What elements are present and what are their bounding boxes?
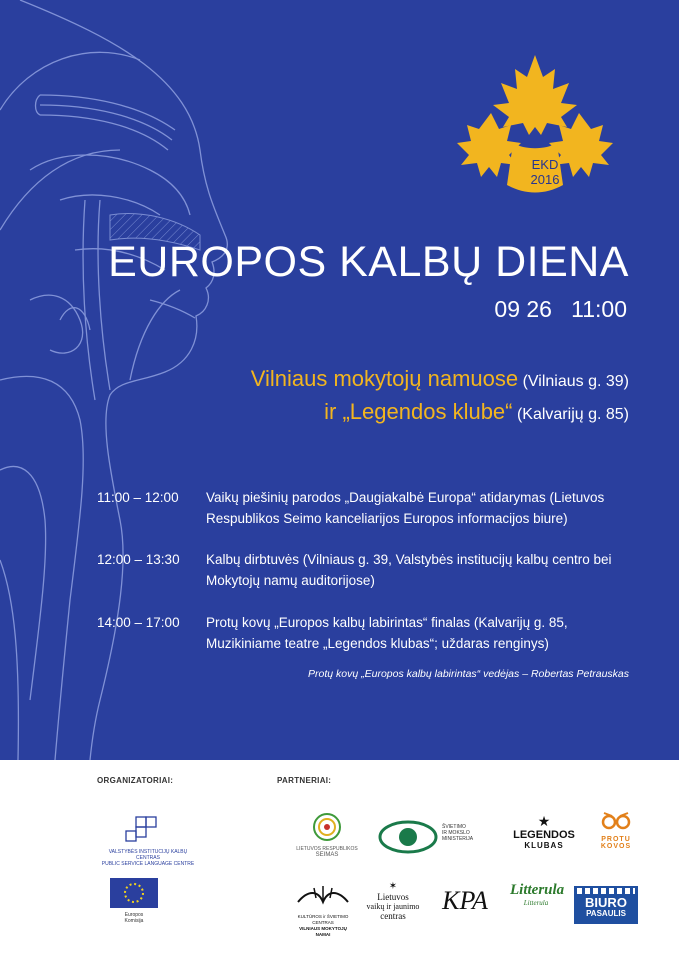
lvjc-logo-line2: vaikų ir jaunimo — [366, 902, 420, 911]
star-icon: ★ — [537, 814, 551, 830]
biuro-logo-line1: BIURO — [585, 895, 627, 910]
ekd-logo-text — [515, 157, 575, 187]
smm-logo-line2: IR MOKSLO — [442, 830, 470, 836]
ec-logo-line2: Komisija — [124, 918, 144, 924]
protu-logo-line2: KOVOS — [600, 843, 632, 850]
schedule-description: Vaikų piešinių parodos „Daugiakalbė Europa“ atidarymas (Lietuvos Respublikos Seimo kanceliarijos Europos informacijos biure) — [206, 490, 605, 526]
litterula-logo-line1: Litterula — [510, 882, 565, 898]
event-title: EUROPOS KALBŲ DIENA — [108, 238, 629, 286]
vikc-logo-line1: VALSTYBĖS INSTITUCIJŲ KALBŲ CENTRAS — [108, 849, 188, 861]
schedule-description: Protų kovų „Europos kalbų labirintas“ finalas (Kalvarijų g. 85, Muzikiniame teatre „Legendos klubas“; uždaras renginys) — [206, 615, 568, 651]
vikc-squares-icon — [98, 815, 198, 845]
seimas-logo-line1: LIETUVOS RESPUBLIKOS — [296, 846, 358, 852]
vikc-logo — [98, 815, 198, 867]
protu-kovos-logo — [594, 810, 638, 850]
schedule-time: 14:00 – 17:00 — [97, 615, 180, 630]
legendos-logo-line1: LEGENDOS — [513, 829, 575, 841]
legendos-klubas-logo — [508, 815, 580, 850]
partners-label: PARTNERIAI: — [277, 776, 332, 785]
seimas-logo-line2: SEIMAS — [315, 852, 339, 858]
smm-logo-line1: ŠVIETIMO — [442, 824, 466, 830]
smm-emblem-icon — [378, 820, 438, 854]
host-note: Protų kovų „Europos kalbų labirintas“ vedėjas – Robertas Petrauskas — [308, 668, 629, 680]
open-book-icon — [294, 882, 352, 910]
lvjc-star-icon: ✶ — [388, 881, 398, 892]
vmn-logo-line1: KULTŪROS ir ŠVIETIMO CENTRAS — [297, 914, 349, 925]
vikc-logo-line2: PUBLIC SERVICE LANGUAGE CENTRE — [101, 861, 195, 867]
venue-1-address: (Vilniaus g. 39) — [522, 373, 629, 390]
organizers-label: ORGANIZATORIAI: — [97, 776, 174, 785]
lvjc-logo-line1: Lietuvos — [377, 892, 409, 902]
event-date: 09 26 — [494, 296, 552, 322]
litterula-logo-line2: Litterula — [523, 899, 549, 907]
biuro-pattern — [577, 888, 635, 894]
venue-2 — [324, 399, 629, 425]
smm-logo — [378, 820, 493, 856]
biuro-pasaulis-logo — [574, 886, 638, 924]
venue-2-name: ir „Legendos klube“ — [324, 399, 513, 424]
schedule-description: Kalbų dirbtuvės (Vilniaus g. 39, Valstybės institucijų kalbų centro bei Mokytojų namų auditorijose) — [206, 552, 612, 588]
sponsors-area — [0, 760, 679, 960]
protu-kovos-emblem-icon — [594, 810, 638, 832]
lvjc-logo-line3: centras — [380, 911, 406, 921]
biuro-logo-line2: PASAULIS — [586, 909, 626, 918]
event-datetime — [494, 296, 627, 323]
vmn-logo-line2: VILNIAUS MOKYTOJŲ NAMAI — [299, 926, 347, 937]
venue-1 — [251, 366, 629, 392]
legendos-logo-line2: KLUBAS — [524, 841, 564, 850]
seimas-logo — [296, 812, 358, 858]
venue-1-name: Vilniaus mokytojų namuose — [250, 366, 519, 391]
eu-flag-icon — [108, 878, 160, 908]
schedule-time: 12:00 – 13:30 — [97, 552, 180, 567]
ekd-logo-line1: EKD — [531, 157, 559, 172]
kpa-logo: KPA — [442, 886, 488, 915]
seimas-emblem-icon — [296, 812, 358, 842]
smm-logo-text — [442, 824, 473, 842]
venue-2-address: (Kalvarijų g. 85) — [516, 406, 629, 423]
litterula-logo — [510, 882, 565, 907]
ec-logo-line1: Europos — [124, 912, 144, 918]
schedule-time: 11:00 – 12:00 — [97, 490, 179, 505]
vilniaus-mokytoju-namai-logo — [294, 882, 352, 938]
european-commission-logo — [108, 878, 160, 928]
lvjc-logo — [362, 882, 424, 921]
ekd-logo-year: 2016 — [530, 172, 560, 187]
protu-logo-line1: PROTU — [601, 836, 631, 843]
event-time: 11:00 — [571, 296, 627, 322]
smm-logo-line3: MINISTERIJA — [442, 836, 474, 842]
